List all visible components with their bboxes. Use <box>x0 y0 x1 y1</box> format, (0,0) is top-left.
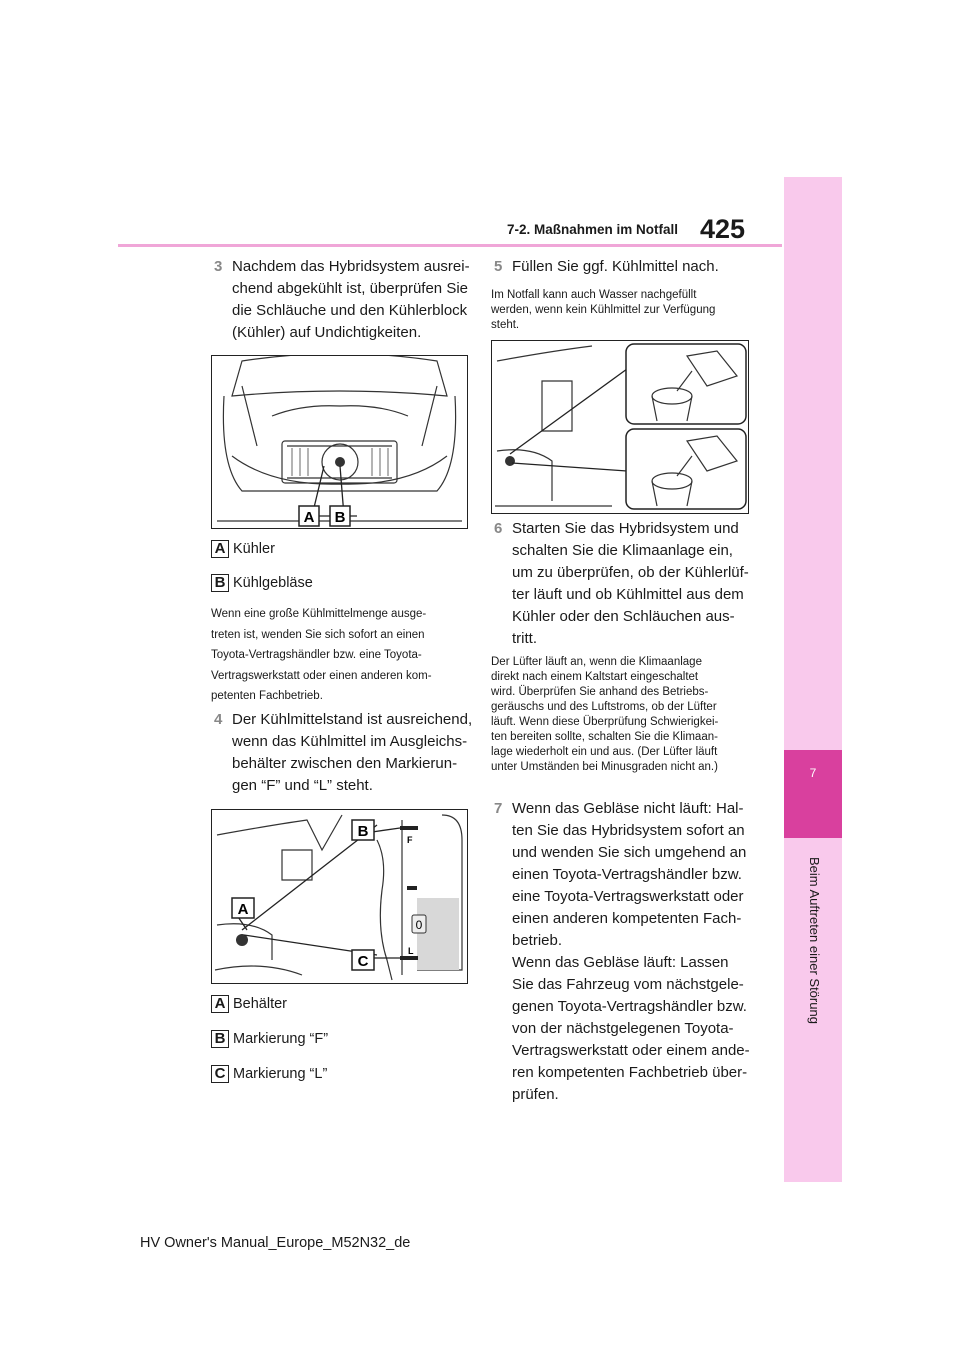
note-line: Im Notfall kann auch Wasser nachgefüllt <box>491 289 697 301</box>
callout-badge: A <box>211 995 229 1013</box>
note-line: unter Umständen bei Minusgraden nicht an.) <box>491 761 718 773</box>
step-line: Der Kühlmittelstand ist ausreichend, <box>232 711 473 728</box>
step-4 <box>214 709 473 797</box>
step-line: behälter zwischen den Markierun- <box>232 755 458 772</box>
step-line: eine Toyota-Vertragswerkstatt oder <box>512 888 744 905</box>
side-tab-strip <box>784 177 842 1182</box>
mark-l-label: L <box>408 946 414 956</box>
step-7 <box>494 798 750 1106</box>
step-line: Füllen Sie ggf. Kühlmittel nach. <box>512 258 719 275</box>
step-line: Wenn das Gebläse läuft: Lassen <box>512 954 729 971</box>
legend-item-mark-f <box>211 1030 328 1048</box>
step-number: 3 <box>214 258 223 275</box>
step-number: 7 <box>494 800 503 817</box>
step-line: einen Toyota-Vertragshändler bzw. <box>512 866 742 883</box>
step-3 <box>214 256 470 344</box>
header-rule <box>118 244 782 247</box>
note-line: werden, wenn kein Kühlmittel zur Verfügung <box>491 304 716 316</box>
step-line: (Kühler) auf Undichtigkeiten. <box>232 324 422 341</box>
step-line: wenn das Kühlmittel im Ausgleichs- <box>232 733 468 750</box>
legend-label: Markierung “F” <box>233 1030 329 1047</box>
figure-callout-b: B <box>357 823 369 840</box>
step-5 <box>494 256 719 278</box>
note-line: treten ist, wenden Sie sich sofort an einen <box>211 628 425 641</box>
note-line: wird. Überprüfen Sie anhand des Betriebs- <box>491 686 709 698</box>
note-line: steht. <box>491 319 520 331</box>
side-tab-chapter-number: 7 <box>809 766 817 780</box>
step-line: die Schläuche und den Kühlerblock <box>232 302 468 319</box>
section-title: 7-2. Maßnahmen im Notfall <box>507 222 679 237</box>
note-line: ten bereiten sollte, schalten Sie die Klimaan- <box>491 731 718 743</box>
step-line: von der nächstgelegenen Toyota- <box>512 1020 734 1037</box>
legend-item-reservoir <box>211 995 287 1013</box>
note-line: petenten Fachbetrieb. <box>211 690 323 702</box>
step-number: 6 <box>494 520 503 537</box>
note-line: lage wiederholt ein und aus. (Der Lüfter läuft <box>491 746 718 758</box>
refill-illustration <box>492 341 748 513</box>
note-line: direkt nach einem Kaltstart eingeschaltet <box>491 671 699 683</box>
reservoir-illustration <box>212 810 467 983</box>
callout-badge: C <box>211 1065 229 1083</box>
step-line: Kühler oder den Schläuchen aus- <box>512 608 735 625</box>
step-line: ter läuft und ob Kühlmittel aus dem <box>512 586 744 603</box>
step-line: gen “F” und “L” steht. <box>232 777 373 794</box>
legend-label: Kühlgebläse <box>233 574 313 591</box>
step-line: genen Toyota-Vertragshändler bzw. <box>512 998 747 1015</box>
step-line: schalten Sie die Klimaanlage ein, <box>512 542 733 559</box>
step-line: um zu überprüfen, ob der Kühlerlüf- <box>512 564 749 581</box>
figure-refill <box>491 340 749 514</box>
note-water-emergency <box>491 288 715 333</box>
note-line: Toyota-Vertragshändler bzw. eine Toyota- <box>211 649 422 661</box>
radiator-illustration <box>212 356 467 528</box>
step-line: einen anderen kompetenten Fach- <box>512 910 742 927</box>
footer-manual-id: HV Owner's Manual_Europe_M52N32_de <box>140 1235 411 1251</box>
callout-badge: B <box>211 574 229 592</box>
step-line: prüfen. <box>512 1086 559 1103</box>
step-6 <box>494 518 749 650</box>
legend-label: Markierung “L” <box>233 1065 328 1082</box>
step-line: Vertragswerkstatt oder einem ande- <box>512 1042 750 1059</box>
note-line: Wenn eine große Kühlmittelmenge ausge- <box>211 608 427 620</box>
mark-f-label: F <box>407 835 413 845</box>
step-number: 4 <box>214 711 223 728</box>
step-line: Nachdem das Hybridsystem ausrei- <box>232 258 470 275</box>
step-line: tritt. <box>512 630 537 647</box>
step-line: chend abgekühlt ist, überprüfen Sie <box>232 280 468 297</box>
legend-item-fan <box>211 574 313 592</box>
note-line: geräuschs und des Luftstroms, ob der Lüfter <box>491 701 717 713</box>
legend-label: Behälter <box>233 995 288 1012</box>
side-tab-active-chapter[interactable] <box>784 750 842 838</box>
legend-item-mark-l <box>211 1065 327 1083</box>
note-coolant-leak <box>211 604 432 707</box>
note-fan-check <box>491 655 718 775</box>
step-line: und wenden Sie sich umgehend an <box>512 844 747 861</box>
step-line: Wenn das Gebläse nicht läuft: Hal- <box>512 800 744 817</box>
legend-label: Kühler <box>233 540 275 557</box>
note-line: läuft. Wenn diese Überprüfung Schwierigkei- <box>491 716 719 728</box>
step-line: ren kompetenten Fachbetrieb über- <box>512 1064 748 1081</box>
figure-callout-a: A <box>303 509 315 526</box>
step-line: Starten Sie das Hybridsystem und <box>512 520 739 537</box>
figure-callout-b: B <box>334 509 346 526</box>
step-line: Sie das Fahrzeug vom nächstgele- <box>512 976 744 993</box>
step-line: betrieb. <box>512 932 563 949</box>
step-number: 5 <box>494 258 503 275</box>
figure-callout-c: C <box>357 953 369 970</box>
step-line: ten Sie das Hybridsystem sofort an <box>512 822 745 839</box>
reservoir-cap-symbol: 0 <box>415 918 423 932</box>
side-tab-chapter-title: Beim Auftreten einer Störung <box>807 857 822 1024</box>
callout-badge: B <box>211 1030 229 1048</box>
figure-radiator <box>211 355 468 529</box>
page-number: 425 <box>700 214 746 244</box>
figure-reservoir <box>211 809 468 984</box>
legend-item-radiator <box>211 540 275 558</box>
note-line: Der Lüfter läuft an, wenn die Klimaanlage <box>491 656 702 668</box>
figure-callout-a: A <box>237 901 249 918</box>
note-line: Vertragswerkstatt oder einen anderen kom- <box>211 669 432 682</box>
callout-badge: A <box>211 540 229 558</box>
